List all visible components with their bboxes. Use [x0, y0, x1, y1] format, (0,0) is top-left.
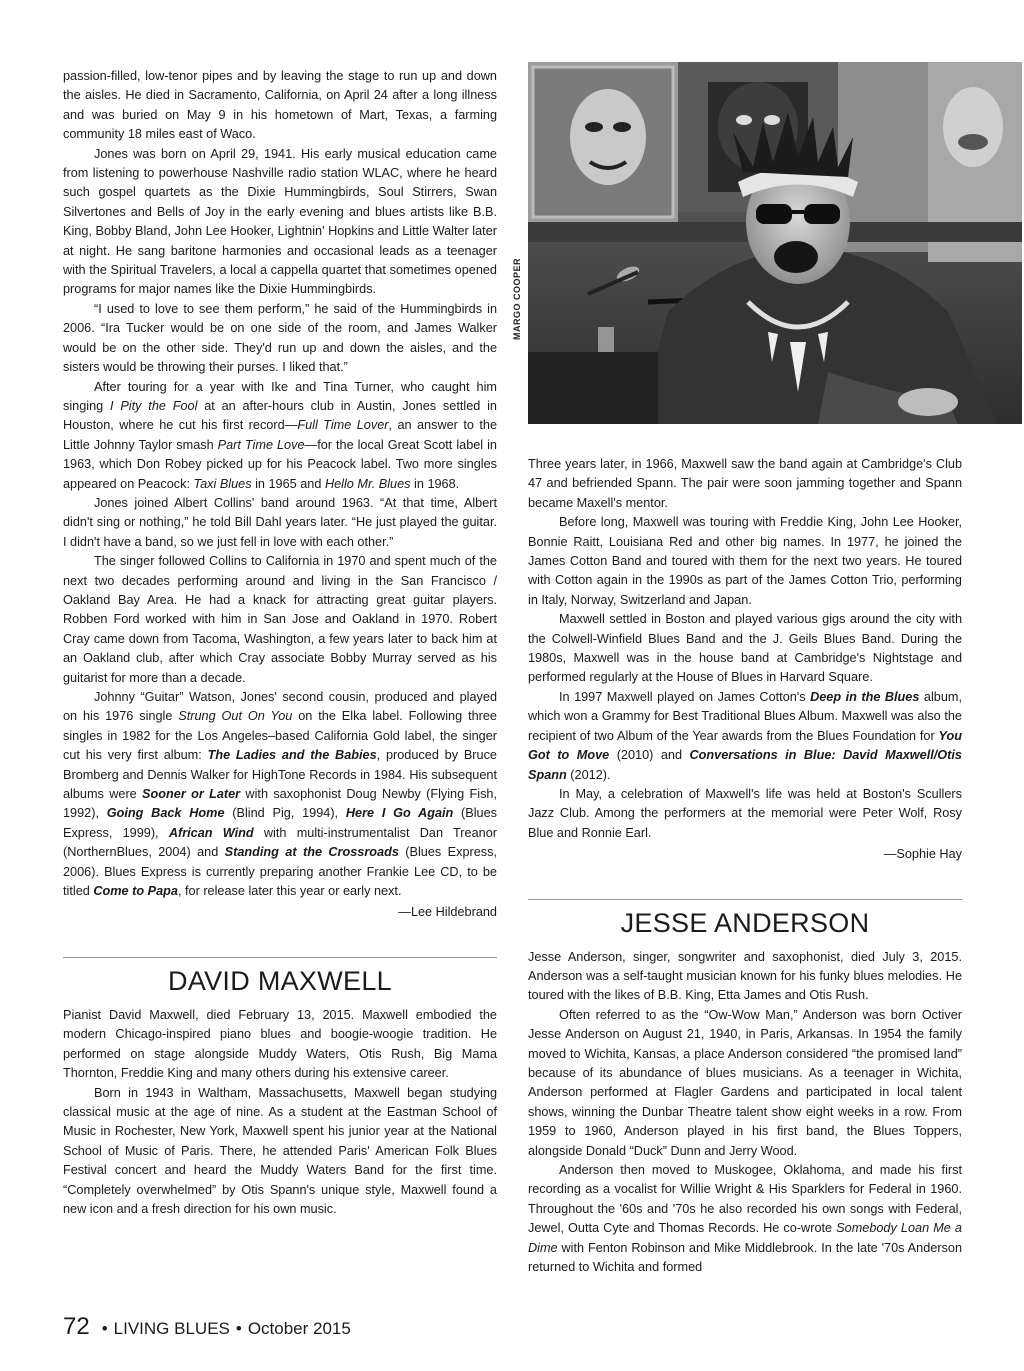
maxwell-paragraph: Pianist David Maxwell, died February 13, 2015. Maxwell embodied the modern Chicago-inspired piano blues and boogie-woogie tradition. He performed on stage alongside Muddy Waters, Otis Rush, Big Mama Thornton, Freddie King and many others during his extensive career.	[63, 1007, 497, 1081]
right-column	[528, 455, 962, 1277]
maxwell-paragraph: Three years later, in 1966, Maxwell saw the band again at Cambridge's Club 47 and befriended Spann. The pair were soon jamming together and Spann became Maxell's mentor.	[528, 457, 962, 510]
maxwell-paragraph: In May, a celebration of Maxwell's life was held at Boston's Scullers Jazz Club. Among the performers at the memorial were Peter Wolf, Rosy Blue and Ronnie Earl.	[528, 786, 962, 840]
bullet-separator: •	[235, 1319, 242, 1338]
photo-image	[528, 62, 1022, 424]
section-divider	[528, 899, 962, 900]
anderson-paragraph: Often referred to as the “Ow-Wow Man,” Anderson was born Octiver Jesse Anderson on August 21, 1940, in Paris, Arkansas. In 1954 the family moved to Wichita, Kansas, a place Anderson considered “the promised land” because of its abundance of blues musicians. As a teenager in Wichita, Anderson performed at Flagler Gardens and participated in local talent shows, winning the Dunbar Theatre talent show eight weeks in a row. From 1959 to 1960, Anderson played in his first band, the Blues Toppers, alongside Donald “Duck” Dunn and Jerry Wood.	[528, 1007, 962, 1158]
page-footer	[63, 1313, 351, 1341]
lee-jones-paragraph: “I used to love to see them perform,” he said of the Hummingbirds in 2006. “Ira Tucker would be on one side of the room, and James Walker would be on the other side. They'd run up and down the aisles, and the sisters would be throwing their purses. I liked that.”	[63, 301, 497, 375]
maxwell-paragraph: Maxwell settled in Boston and played various gigs around the city with the Colwell-Winfield Blues Band and the J. Geils Blues Band. During the 1980s, Maxwell was in the house band at Cambridge's Nightstage and performed regularly at the House of Blues in Harvard Square.	[528, 612, 962, 685]
obituary-heading: DAVID MAXWELL	[168, 965, 392, 996]
lee-jones-paragraph: Johnny “Guitar” Watson, Jones' second cousin, produced and played on his 1976 single Strung Out On You on the Elka label. Following three singles in 1982 for the Los Angeles–based California Gold label, the singer cut his very first album: The Ladies and the Babies, produced by Bruce Bromberg and Dennis Walker for HighTone Records in 1984. His subsequent albums were Sooner or Later with saxophonist Doug Newby (Flying Fish, 1992), Going Back Home (Blind Pig, 1994), Here I Go Again (Blues Express, 1999), African Wind with multi-instrumentalist Dan Treanor (NorthernBlues, 2004) and Standing at the Crossroads (Blues Express, 2006). Blues Express is currently preparing another Frankie Lee CD, to be titled Come to Papa, for release later this year or early next.	[63, 690, 498, 899]
bullet-separator: •	[101, 1319, 108, 1338]
issue-date: October 2015	[247, 1319, 351, 1338]
lee-jones-paragraph: Jones was born on April 29, 1941. His early musical education came from listening to powerhouse Nashville radio station WLAC, where he heard such gospel quartets as the Dixie Hummingbirds, Soul Stirrers, Swan Silvertones and Bells of Joy in the early evening and blues artists like B.B. King, Bobby Bland, John Lee Hooker, Lightnin' Hopkins and Little Walter later at night. He sang baritone harmonies and occasional leads as a teenager with the Spiritual Travelers, a local a cappella quartet that sometimes opened programs for major names like the Dixie Hummingbirds.	[63, 146, 497, 297]
maxwell-paragraph: Born in 1943 in Waltham, Massachusetts, Maxwell began studying classical music at the age of nine. As a student at the Eastman School of Music in Rochester, New York, Maxwell spent his junior year at the National School of Music of Paris. There, he attended Paris' American Folk Blues Festival concert and heard the Muddy Waters Band for the first time. “Completely overwhelmed” by Otis Spann's unique style, Maxwell found a new icon and a fresh direction for his own music.	[63, 1085, 497, 1216]
maxwell-paragraph: Before long, Maxwell was touring with Freddie King, John Lee Hooker, Bonnie Raitt, Louisiana Red and other big names. In 1977, he joined the James Cotton Band and toured with them for the next two years. He toured with Cotton again in the 1990s as part of the James Cotton Trio, performing in Italy, Norway, Switzerland and Japan.	[528, 515, 962, 607]
lee-jones-paragraph: Jones joined Albert Collins' band around 1963. “At that time, Albert didn't sing or nothing,” he told Bill Dahl years later. “He just played the guitar. I didn't have a band, so we just fell in love with each other.”	[63, 495, 497, 549]
left-column	[63, 67, 497, 1219]
author-signature: —Lee Hildebrand	[398, 905, 497, 920]
maxwell-paragraph: In 1997 Maxwell played on James Cotton's Deep in the Blues album, which won a Grammy for Best Traditional Blues Album. Maxwell was also the recipient of two Album of the Year awards from the Blues Foundation for You Got to Move (2010) and Conversations in Blue: David Maxwell/Otis Spann (2012).	[528, 689, 963, 782]
lee-jones-paragraph: The singer followed Collins to California in 1970 and spent much of the next two decades performing around and living in the San Francisco / Oakland Bay Area. He had a knack for attracting great guitar players. Robben Ford worked with him in San Jose and Oakland in 1970. Robert Cray came down from Tacoma, Washington, a few years later to back him at an Oakland club, after which Cray associate Bobby Murray served as his guitarist for more than a decade.	[63, 554, 497, 685]
author-signature: —Sophie Hay	[883, 847, 962, 862]
lee-jones-paragraph: passion-filled, low-tenor pipes and by leaving the stage to run up and down the aisles. He died in Sacramento, California, on April 24 after a long illness and was buried on May 9 in his hometown of Mart, Texas, a farming community 18 miles east of Waco.	[63, 69, 497, 142]
page-number: 72	[63, 1313, 90, 1340]
lee-jones-paragraph: After touring for a year with Ike and Tina Turner, who caught him singing I Pity the Fool at an after-hours club in Austin, Jones settled in Houston, where he cut his first record—Full Time Lover, an answer to the Little Johnny Taylor smash Part Time Love—for the local Great Scott label in 1963, which Don Robey picked up for his Peacock label. Two more singles appeared on Peacock: Taxi Blues in 1965 and Hello Mr. Blues in 1968.	[63, 379, 497, 491]
obituary-heading: JESSE ANDERSON	[620, 907, 870, 938]
section-divider	[63, 957, 497, 958]
anderson-paragraph: Anderson then moved to Muskogee, Oklahoma, and made his first recording as a vocalist for Willie Wright & His Sparklers for Federal in 1960. Throughout the '60s and '70s he also recorded his own songs with Federal, Jewel, Outta Cyte and Thomas Records. He co-wrote Somebody Loan Me a Dime with Fenton Robinson and Mike Middlebrook. In the late '70s Anderson returned to Wichita and formed	[528, 1163, 962, 1275]
anderson-paragraph: Jesse Anderson, singer, songwriter and saxophonist, died July 3, 2015. Anderson was a self-taught musician known for his funky blues melodies. He toured with the likes of B.B. King, Etta James and Otis Rush.	[528, 949, 962, 1003]
maxwell-performance-photo	[528, 62, 1022, 424]
magazine-name: LIVING BLUES	[113, 1319, 230, 1338]
